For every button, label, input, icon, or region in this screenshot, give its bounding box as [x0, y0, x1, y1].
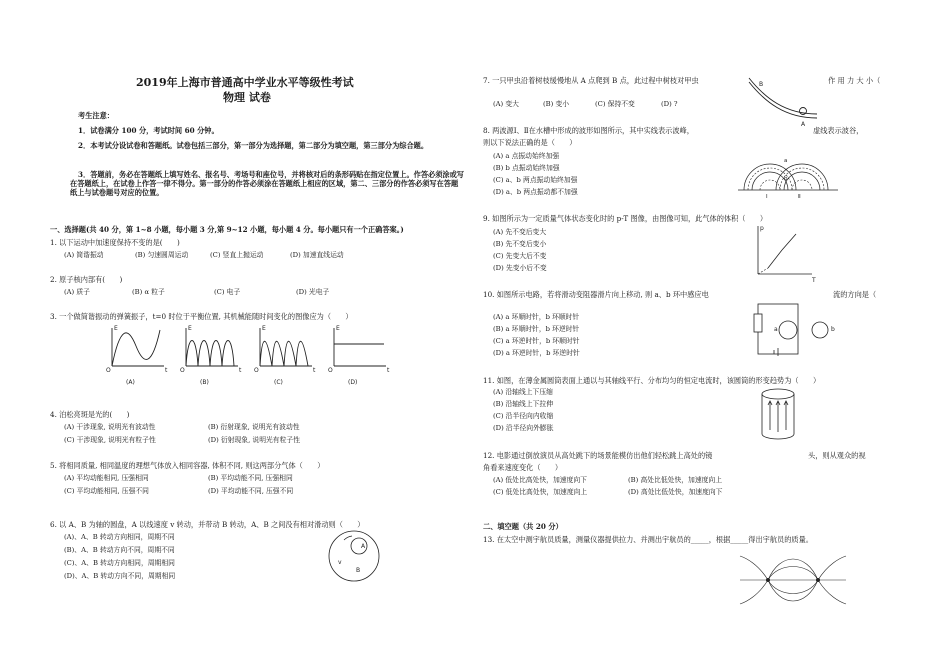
graph-label-b: (B)	[200, 379, 209, 386]
question-stem: 8. 两波源Ⅰ、Ⅱ在水槽中形成的波形如图所示，其中实线表示波峰，	[483, 126, 694, 135]
option-c[interactable]: (C) 低处比高处快，加速度向上	[493, 488, 588, 496]
axis-label: t	[165, 367, 168, 374]
notice-heading: 考生注意：	[78, 111, 114, 120]
option-a[interactable]: (A)、A、B 转动方向相同，周期不同	[64, 533, 175, 541]
axis-label: t	[387, 367, 390, 374]
fig-label: A	[801, 121, 806, 128]
question-stem: 4. 泊松亮斑是光的( )	[50, 410, 130, 419]
question-stem: 1. 以下运动中加速度保持不变的是( )	[50, 238, 180, 247]
option-b[interactable]: (B) b 点振动始终加强	[493, 164, 560, 172]
option-d[interactable]: (D) ?	[661, 100, 678, 108]
option-c[interactable]: (C) 沿半径向内收缩	[493, 412, 554, 420]
question-stem: 7. 一只甲虫沿着树枝缓慢地从 A 点爬到 B 点，此过程中树枝对甲虫	[483, 76, 699, 85]
question-stem: 头，则从观众的视	[808, 451, 866, 460]
option-b[interactable]: (B) 衍射现象, 说明光有波动性	[208, 423, 300, 431]
section-heading: 二、填空题（共 20 分）	[483, 522, 563, 531]
option-d[interactable]: (D) 沿半径向外膨胀	[493, 424, 554, 432]
option-c[interactable]: (C) a 环逆时针，b 环顺时针	[493, 337, 580, 345]
question-stem: 12. 电影通过倒放演员从高处跳下的场景能模仿出他们轻松跳上高处的镜	[483, 451, 713, 460]
notice-item: 1．试卷满分 100 分，考试时间 60 分钟。	[78, 126, 219, 135]
option-d[interactable]: (D) 先变小后不变	[493, 264, 547, 272]
question-stem: 角看来速度变化（ ）	[483, 463, 563, 472]
axis-label: p	[760, 225, 764, 232]
option-b[interactable]: (B) 先不变后变小	[493, 240, 547, 248]
option-a[interactable]: (A) 质子	[64, 288, 90, 296]
option-b[interactable]: (B) 匀速圆周运动	[135, 251, 189, 259]
option-a[interactable]: (A) 简谐振动	[64, 251, 104, 259]
section-heading: 一、选择题(共 40 分，第 1~8 小题，每小题 3 分,第 9~12 小题，每小题 4 分。每小题只有一个正确答案。)	[50, 225, 404, 234]
notice-item: 3．答题前，务必在答题纸上填写姓名、报名号、考场号和座位号，并将核对后的条形码贴在指定位置上。作答必须涂或写在答题纸上，在试卷上作答一律不得分。第一部分的作答必须涂在答题纸上相应的区域，第二、三部分的作答必须写在答题纸上与试卷题号对应的位置。	[70, 170, 464, 197]
option-c[interactable]: (C) 先变大后不变	[493, 252, 547, 260]
fig-label: b	[831, 326, 835, 333]
fig-label: A	[361, 543, 366, 550]
question-stem: 11. 如图，在薄金属圆筒表面上通以与其轴线平行、分布均匀的恒定电流时，该圆筒的形变趋势为（ ）	[483, 376, 821, 385]
option-c[interactable]: (C)、A、B 转动方向相同，周期相同	[64, 559, 175, 567]
option-c[interactable]: (C) 平均动能相同, 压强不同	[64, 487, 149, 495]
option-b[interactable]: (B) 沿轴线上下拉伸	[493, 400, 554, 408]
origin-label: O	[328, 367, 333, 374]
option-d[interactable]: (D) 加速直线运动	[290, 251, 344, 259]
axis-label: E	[188, 325, 192, 332]
option-d[interactable]: (D) 高处比低处快，加速度向下	[628, 488, 723, 496]
question-stem: 10. 如图所示电路，若将滑动变阻器滑片向上移动, 则 a、b 环中感应电	[483, 290, 709, 299]
question-stem: 5. 将相同质量, 相同温度的理想气体放入相同容器, 体积不同, 则这两部分气体（ ）	[50, 461, 325, 470]
circuit-figure	[748, 296, 848, 361]
question-stem: 作 用 力 大 小（	[828, 76, 881, 85]
fig-label: a	[774, 326, 778, 333]
graph-label-c: (C)	[274, 379, 283, 386]
option-d[interactable]: (D) a、b 两点振动都不加强	[493, 188, 578, 196]
option-a[interactable]: (A) 先不变后变大	[493, 228, 547, 236]
question-stem: 3. 一个做简谐振动的弹簧振子，t=0 时位于平衡位置, 其机械能随时间变化的图像应为（ ）	[50, 312, 353, 321]
wave-interference-figure	[738, 140, 838, 200]
option-a[interactable]: (A) 变大	[493, 100, 519, 108]
origin-label: O	[254, 367, 259, 374]
exam-title: 2019年上海市普通高中学业水平等级性考试	[136, 76, 354, 89]
energy-time-graphs	[102, 322, 432, 388]
option-d[interactable]: (D) 平均动能不同, 压强不同	[208, 487, 294, 495]
axis-label: E	[336, 325, 340, 332]
option-b[interactable]: (B) α 粒子	[132, 288, 165, 296]
option-c[interactable]: (C) 竖直上抛运动	[210, 251, 264, 259]
disc-figure	[326, 528, 386, 583]
exam-subtitle: 物理 试卷	[223, 91, 271, 104]
option-c[interactable]: (C) 保持不变	[595, 100, 635, 108]
option-b[interactable]: (B) 平均动能不同, 压强相同	[208, 474, 293, 482]
fig-label: v	[338, 559, 342, 566]
option-a[interactable]: (A) 干涉现象, 说明光有波动性	[64, 423, 156, 431]
fig-label: B	[356, 567, 361, 574]
option-b[interactable]: (B) a 环顺时针，b 环逆时针	[493, 325, 580, 333]
fig-label: B	[759, 81, 764, 88]
question-stem: 6. 以 A、B 为轴的圆盘，A 以线速度 v 转动，并带动 B 转动，A、B 之间没有相对滑动则（ ）	[50, 520, 365, 529]
axis-label: E	[262, 325, 266, 332]
question-stem: 虚线表示波谷，	[813, 126, 864, 135]
axis-label: E	[114, 325, 118, 332]
axis-label: t	[239, 367, 242, 374]
option-d[interactable]: (D) 光电子	[296, 288, 330, 296]
option-a[interactable]: (A) a 环顺时针，b 环顺时针	[493, 313, 580, 321]
question-stem: 9. 如图所示为一定质量气体状态变化时的 p-T 图像，由图像可知，此气体的体积（ ）	[483, 214, 768, 223]
question-stem: 流的方向是（	[833, 290, 877, 299]
fig-label: b	[784, 176, 788, 182]
option-c[interactable]: (C) 干涉现象, 说明光有粒子性	[64, 436, 156, 444]
field-lines-figure	[738, 550, 848, 610]
option-a[interactable]: (A) 平均动能相同, 压强相同	[64, 474, 149, 482]
option-a[interactable]: (A) a 点振动始终加强	[493, 152, 560, 160]
option-b[interactable]: (B) 高处比低处快，加速度向上	[628, 476, 723, 484]
fig-label: Ⅰ	[766, 194, 768, 200]
option-c[interactable]: (C) a、b 两点振动始终加强	[493, 176, 578, 184]
option-d[interactable]: (D) a 环逆时针，b 环逆时针	[493, 349, 580, 357]
fig-label: a	[784, 158, 788, 164]
axis-label: t	[313, 367, 316, 374]
cylinder-figure	[758, 386, 798, 442]
option-d[interactable]: (D) 衍射现象, 说明光有粒子性	[208, 436, 300, 444]
option-b[interactable]: (B)、A、B 转动方向不同，周期不同	[64, 546, 175, 554]
option-a[interactable]: (A) 低处比高处快，加速度向下	[493, 476, 587, 484]
branch-figure	[745, 74, 821, 128]
axis-label: T	[812, 277, 816, 284]
origin-label: O	[180, 367, 185, 374]
option-d[interactable]: (D)、A、B 转动方向不同，周期相同	[64, 572, 176, 580]
option-a[interactable]: (A) 沿轴线上下压缩	[493, 388, 553, 396]
origin-label: O	[106, 367, 111, 374]
option-c[interactable]: (C) 电子	[214, 288, 241, 296]
question-stem: 则以下说法正确的是（ ）	[483, 138, 577, 147]
graph-label-a: (A)	[126, 379, 135, 386]
notice-item: 2．本考试分设试卷和答题纸。试卷包括三部分，第一部分为选择题，第二部分为填空题，第三部分为综合题。	[78, 141, 429, 150]
question-stem: 2. 原子核内部有( )	[50, 275, 123, 284]
p-t-graph	[748, 222, 818, 282]
graph-label-d: (D)	[348, 379, 358, 386]
question-stem: 13. 在太空中测宇航员质量，测量仪器提供拉力、并测出宇航员的_____，根据_____得出宇航员的质量。	[483, 535, 813, 544]
fig-label: Ⅱ	[798, 194, 801, 200]
option-b[interactable]: (B) 变小	[543, 100, 570, 108]
